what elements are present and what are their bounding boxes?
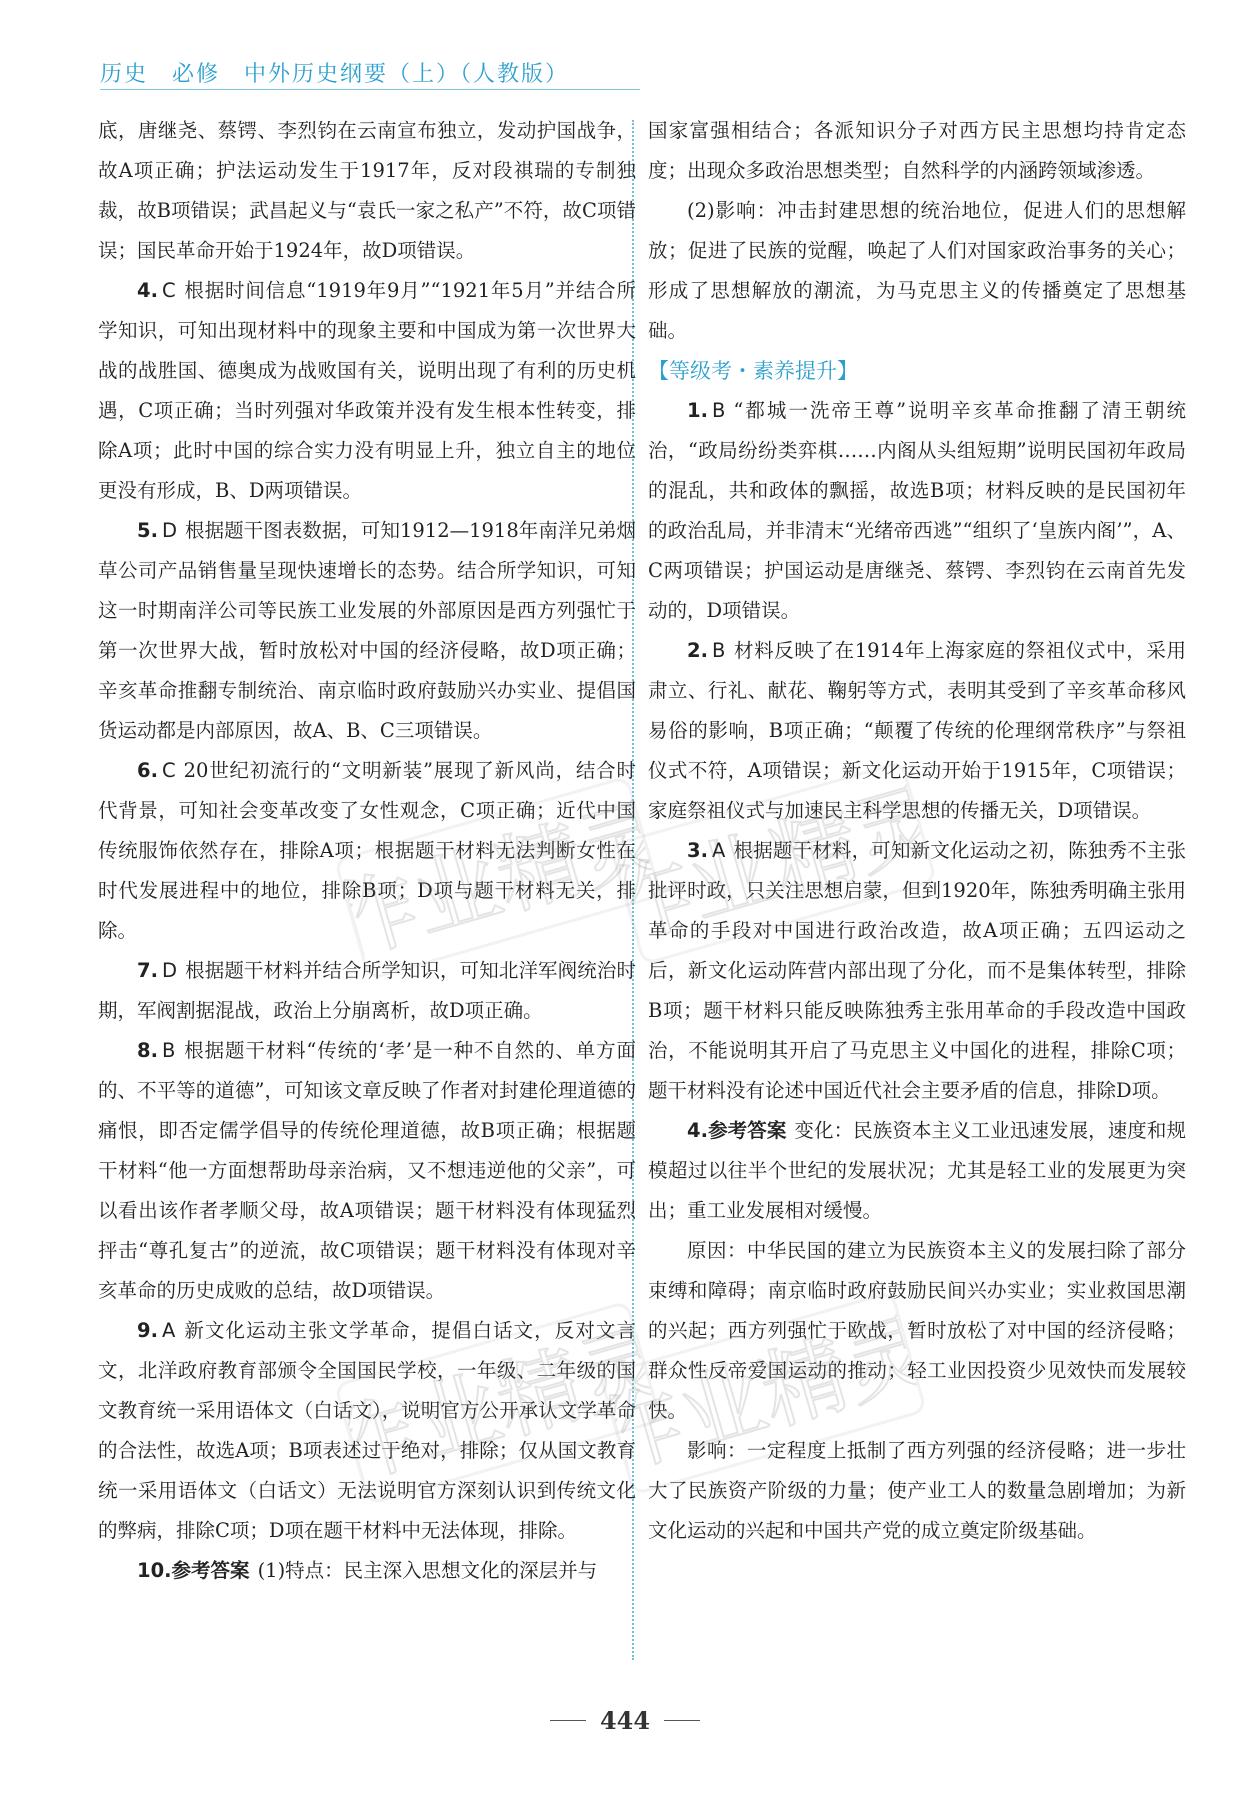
question-number: 9. [137,1319,158,1342]
explanation-text: 材料反映了在1914年上海家庭的祭祖仪式中，采用肃立、行礼、献花、鞠躬等方式，表明其受到了辛亥革命移风易俗的影响，B项正确；“颠覆了传统的伦理纲常秩序”与祭祖仪式不符，A项错误；新文化运动开始于1915年，C项错误；家庭祭祖仪式与加速民主科学思想的传播无关，D项错误。 [648,639,1186,822]
question-number: 8. [137,1039,158,1062]
question-number: 7. [137,959,158,982]
watermark-text: 作业精灵 [612,770,934,962]
explanation-text: 根据题干材料“传统的‘孝’是一种不自然的、单方面的、不平等的道德”，可知该文章反映了作者对封建伦理道德的痛恨，即否定儒学倡导的传统伦理道德，故B项正确；根据题干材料“他一方面想帮助母亲治病，又不想违逆他的父亲”，可以看出该作者孝顺父母，故A项错误；题干材料没有体现猛烈抨击“尊孔复古”的逆流，故C项错误；题干材料没有体现对辛亥革命的历史成败的总结，故D项错误。 [98,1039,636,1302]
explanation-text: 20世纪初流行的“文明新装”展现了新风尚，结合时代背景，可知社会变革改变了女性观念，C项正确；近代中国传统服饰依然存在，排除A项；根据题干材料无法判断女性在时代发展进程中的地位，排除B项；D项与题干材料无关，排除。 [98,759,636,942]
footer-dash [550,1720,586,1721]
question-answer [98,511,636,751]
reference-answer [98,1551,636,1591]
explanation-text: 根据题干材料，可知新文化运动之初，陈独秀不主张批评时政，只关注思想启蒙，但到1920年，陈独秀明确主张用革命的手段对中国进行政治改造，故A项正确；五四运动之后，新文化运动阵营内部出现了分化，而不是集体转型，排除B项；题干材料只能反映陈独秀主张用革命的手段改造中国政治，不能说明其开启了马克思主义中国化的进程，排除C项；题干材料没有论述中国近代社会主要矛盾的信息，排除D项。 [648,839,1186,1102]
reference-label: 参考答案 [171,1559,250,1582]
question-answer [98,751,636,951]
question-number: 4. [687,1119,708,1142]
watermark-text: 作业精灵 [337,1310,659,1502]
left-column [98,111,636,1591]
explanation-text: 根据题干图表数据，可知1912—1918年南洋兄弟烟草公司产品销售量呈现快速增长的态势。结合所学知识，可知这一时期南洋公司等民族工业发展的外部原因是西方列强忙于第一次世界大战，暂时放松对中国的经济侵略，故D项正确；辛亥革命推翻专制统治、南京临时政府鼓励兴办实业、提倡国货运动都是内部原因，故A、B、C三项错误。 [98,519,636,742]
continued-paragraph: 国家富强相结合；各派知识分子对西方民主思想均持肯定态度；出现众多政治思想类型；自然科学的内涵跨领域渗透。 [648,119,1186,182]
question-number: 1. [687,399,708,422]
explanation-text: 新文化运动主张文学革命，提倡白话文，反对文言文，北洋政府教育部颁令全国国民学校，一年级、二年级的国文教育统一采用语体文（白话文），说明官方公开承认文学革命的合法性，故选A项；B项表述过于绝对，排除；仅从国文教育统一采用语体文（白话文）无法说明官方深刻认识到传统文化的弊病，排除C项；D项在题干材料中无法体现，排除。 [98,1319,636,1542]
answer-letter: D [161,959,177,982]
question-answer [648,631,1186,831]
answer-letter: B [161,1039,176,1062]
explanation-text: 根据时间信息“1919年9月”“1921年5月”并结合所学知识，可知出现材料中的现象主要和中国成为第一次世界大战的战胜国、德奥成为战败国有关，说明出现了有利的历史机遇，C项正确；当时列强对华政策并没有发生根本性转变，排除A项；此时中国的综合实力没有明显上升，独立自主的地位更没有形成，B、D两项错误。 [98,279,636,502]
explanation-text: 变化：民族资本主义工业迅速发展，速度和规模超过以往半个世纪的发展状况；尤其是轻工业的发展更为突出；重工业发展相对缓慢。 [648,1119,1186,1222]
continued-paragraph: 底，唐继尧、蔡锷、李烈钧在云南宣布独立，发动护国战争，故A项正确；护法运动发生于1917年，反对段祺瑞的专制独裁，故B项错误；武昌起义与“袁氏一家之私产”不符，故C项错误；国民革命开始于1924年，故D项错误。 [98,119,636,262]
answer-letter: B [711,399,726,422]
answer-letter: D [161,519,177,542]
footer-dash [664,1720,700,1721]
explanation-text: 根据题干材料并结合所学知识，可知北洋军阀统治时期，军阀割据混战，政治上分崩离析，故D项正确。 [98,959,636,1022]
answer-letter: A [711,839,726,862]
answer-paragraph: 原因：中华民国的建立为民族资本主义的发展扫除了部分束缚和障碍；南京临时政府鼓励民间兴办实业；实业救国思潮的兴起；西方列强忙于欧战，暂时放松了对中国的经济侵略；群众性反帝爱国运动的推动；轻工业因投资少见效快而发展较快。 [648,1239,1186,1422]
watermark-text: 作业精灵 [337,785,659,977]
section-heading: 【等级考・素养提升】 [648,359,858,383]
reference-answer [648,1111,1186,1231]
question-number: 2. [687,639,708,662]
page-number: 444 [599,1706,651,1735]
answer-paragraph: (2)影响：冲击封建思想的统治地位，促进人们的思想解放；促进了民族的觉醒，唤起了人们对国家政治事务的关心；形成了思想解放的潮流，为马克思主义的传播奠定了思想基础。 [648,199,1186,342]
question-answer [98,1311,636,1551]
question-number: 4. [137,279,158,302]
explanation-text: (1)特点：民主深入思想文化的深层并与 [257,1559,598,1582]
question-number: 5. [137,519,158,542]
reference-label: 参考答案 [707,1119,787,1142]
answer-letter: A [161,1319,176,1342]
question-number: 6. [137,759,158,782]
answer-letter: B [711,639,726,662]
header-rule [100,89,640,90]
right-column [648,111,1186,1551]
header-title: 历史 必修 中外历史纲要（上）（人教版） [100,62,570,87]
running-header [100,55,640,95]
question-answer [98,1031,636,1311]
watermark-text: 作业精灵 [602,1300,924,1492]
question-number: 3. [687,839,708,862]
answer-letter: C [161,279,176,302]
explanation-text: “都城一洗帝王尊”说明辛亥革命推翻了清王朝统治，“政局纷纷类弈棋……内阁从头组短期”说明民国初年政局的混乱，共和政体的飘摇，故选B项；材料反映的是民国初年的政治乱局，并非清末“光绪帝西逃”“组织了‘皇族内阁’”，A、C两项错误；护国运动是唐继尧、蔡锷、李烈钧在云南首先发动的，D项错误。 [648,399,1186,622]
question-number: 10. [137,1559,172,1582]
page-footer [0,1706,1250,1735]
answer-letter: C [161,759,176,782]
question-answer [648,831,1186,1111]
question-answer [98,271,636,511]
question-answer [98,951,636,1031]
question-answer [648,391,1186,631]
answer-paragraph: 影响：一定程度上抵制了西方列强的经济侵略；进一步壮大了民族资产阶级的力量；使产业工人的数量急剧增加；为新文化运动的兴起和中国共产党的成立奠定阶级基础。 [648,1439,1186,1542]
